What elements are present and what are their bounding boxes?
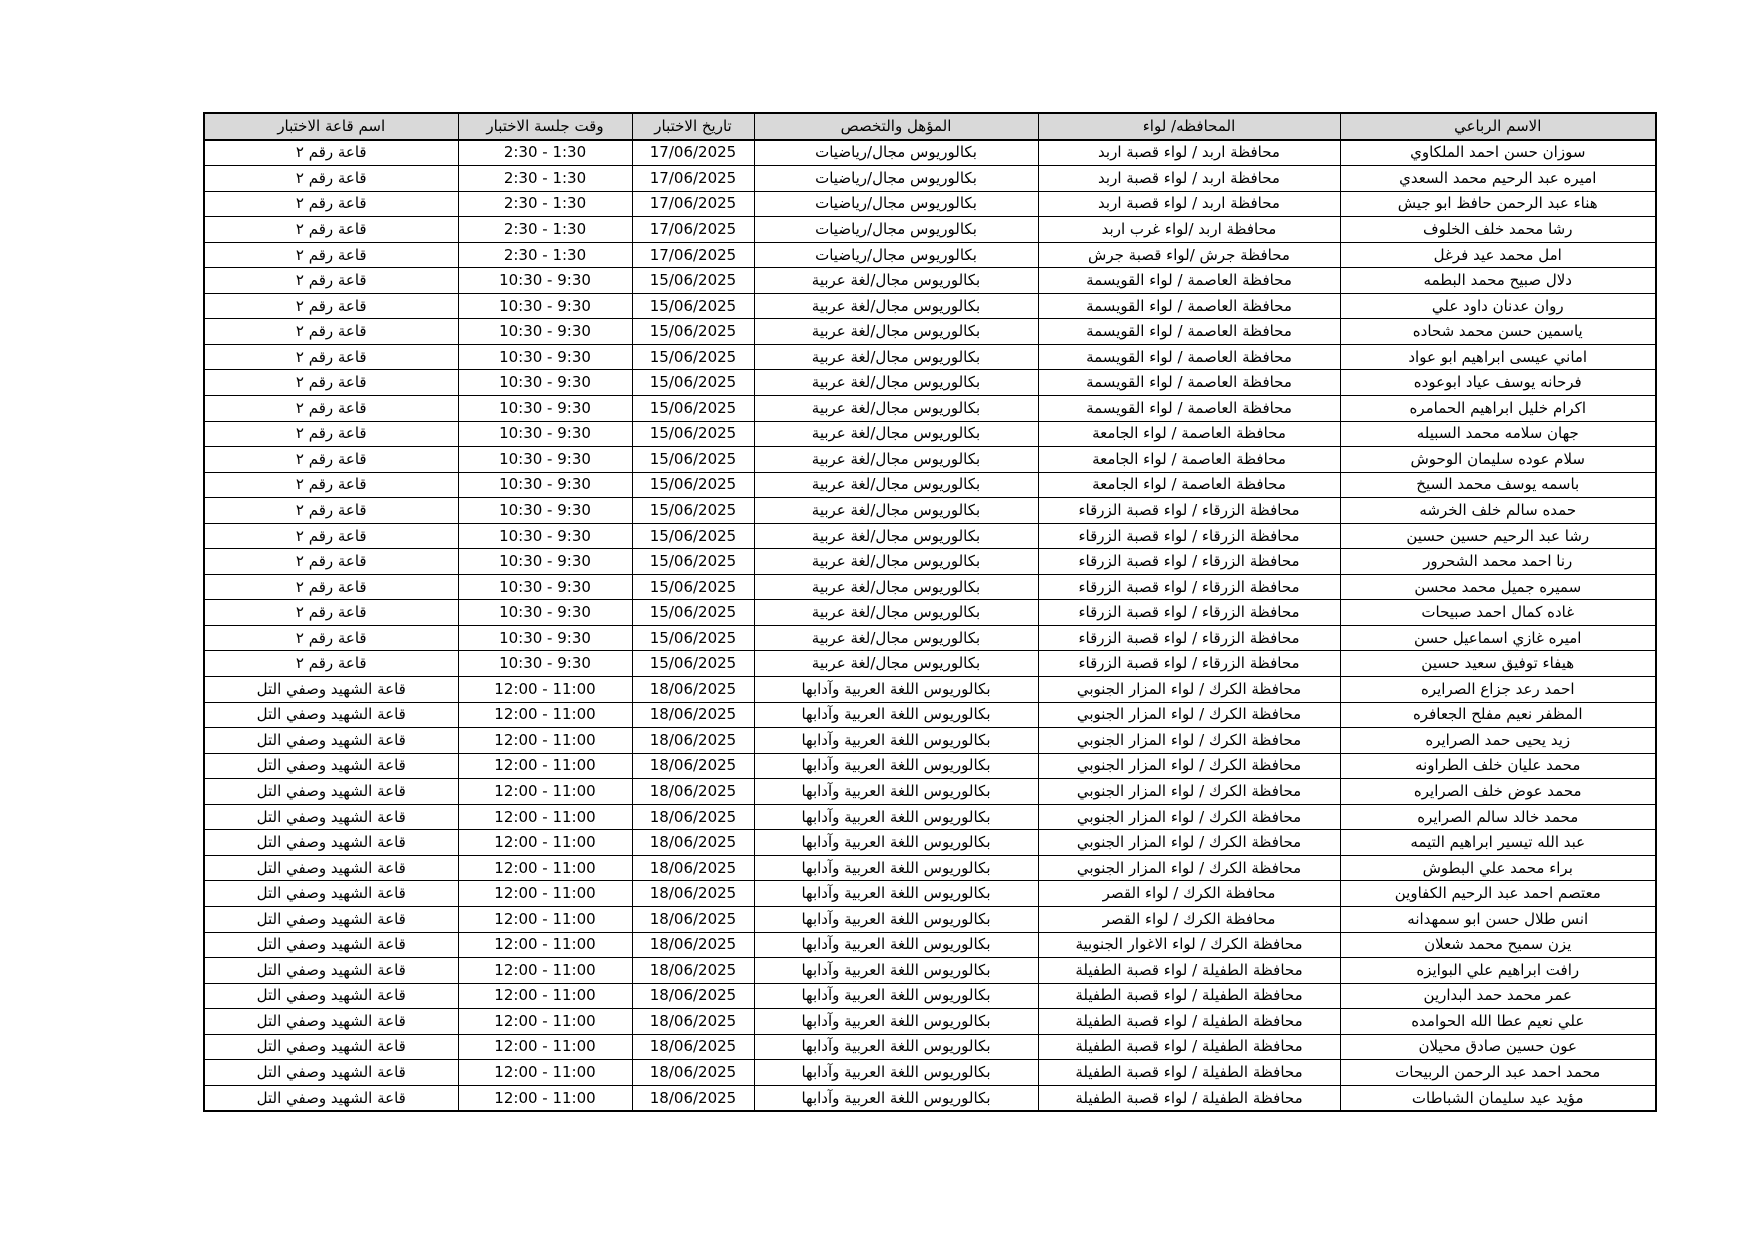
table-row — [204, 1085, 1656, 1111]
cell-qualification: بكالوريوس اللغة العربية وآدابها — [754, 804, 1038, 830]
cell-governorate: محافظة الكرك / لواء المزار الجنوبي — [1038, 677, 1340, 703]
cell-session-time: 10:30 - 9:30 — [458, 625, 632, 651]
table-row — [204, 804, 1656, 830]
exam-schedule-table — [203, 112, 1657, 1112]
cell-qualification: بكالوريوس اللغة العربية وآدابها — [754, 1034, 1038, 1060]
cell-qualification: بكالوريوس مجال/رياضيات — [754, 140, 1038, 166]
cell-governorate: محافظة الكرك / لواء المزار الجنوبي — [1038, 702, 1340, 728]
cell-qualification: بكالوريوس اللغة العربية وآدابها — [754, 1009, 1038, 1035]
cell-exam-hall: قاعة الشهيد وصفي التل — [204, 855, 458, 881]
cell-exam-date: 15/06/2025 — [632, 600, 754, 626]
table-row — [204, 319, 1656, 345]
cell-exam-date: 15/06/2025 — [632, 319, 754, 345]
cell-full-name: محمد احمد عبد الرحمن الربيحات — [1340, 1060, 1656, 1086]
cell-qualification: بكالوريوس مجال/لغة عربية — [754, 498, 1038, 524]
cell-full-name: محمد عوض خلف الصرايره — [1340, 779, 1656, 805]
cell-full-name: علي نعيم عطا الله الحوامده — [1340, 1009, 1656, 1035]
cell-exam-date: 15/06/2025 — [632, 625, 754, 651]
cell-governorate: محافظة العاصمة / لواء القويسمة — [1038, 396, 1340, 422]
cell-session-time: 10:30 - 9:30 — [458, 600, 632, 626]
cell-session-time: 2:30 - 1:30 — [458, 166, 632, 192]
cell-exam-hall: قاعة رقم ٢ — [204, 242, 458, 268]
cell-exam-hall: قاعة رقم ٢ — [204, 498, 458, 524]
cell-full-name: جهان سلامه محمد السبيله — [1340, 421, 1656, 447]
cell-full-name: اماني عيسى ابراهيم ابو عواد — [1340, 344, 1656, 370]
cell-exam-date: 15/06/2025 — [632, 396, 754, 422]
header-full-name: الاسم الرباعي — [1340, 113, 1656, 140]
table-row — [204, 344, 1656, 370]
table-row — [204, 421, 1656, 447]
cell-exam-date: 18/06/2025 — [632, 983, 754, 1009]
cell-session-time: 10:30 - 9:30 — [458, 268, 632, 294]
cell-session-time: 10:30 - 9:30 — [458, 319, 632, 345]
cell-exam-hall: قاعة رقم ٢ — [204, 140, 458, 166]
cell-qualification: بكالوريوس مجال/لغة عربية — [754, 396, 1038, 422]
cell-governorate: محافظة الطفيلة / لواء قصبة الطفيلة — [1038, 1085, 1340, 1111]
cell-exam-hall: قاعة الشهيد وصفي التل — [204, 1060, 458, 1086]
cell-session-time: 12:00 - 11:00 — [458, 804, 632, 830]
cell-session-time: 10:30 - 9:30 — [458, 549, 632, 575]
table-row — [204, 702, 1656, 728]
cell-qualification: بكالوريوس مجال/لغة عربية — [754, 447, 1038, 473]
cell-exam-date: 15/06/2025 — [632, 421, 754, 447]
cell-qualification: بكالوريوس مجال/لغة عربية — [754, 370, 1038, 396]
cell-session-time: 12:00 - 11:00 — [458, 753, 632, 779]
cell-qualification: بكالوريوس اللغة العربية وآدابها — [754, 1060, 1038, 1086]
table-row — [204, 140, 1656, 166]
table-header — [204, 113, 1656, 140]
cell-exam-date: 18/06/2025 — [632, 855, 754, 881]
cell-full-name: عبد الله تيسير ابراهيم التيمه — [1340, 830, 1656, 856]
cell-exam-date: 18/06/2025 — [632, 804, 754, 830]
cell-exam-hall: قاعة الشهيد وصفي التل — [204, 932, 458, 958]
cell-exam-date: 18/06/2025 — [632, 830, 754, 856]
table-row — [204, 191, 1656, 217]
cell-qualification: بكالوريوس اللغة العربية وآدابها — [754, 779, 1038, 805]
cell-qualification: بكالوريوس مجال/لغة عربية — [754, 549, 1038, 575]
header-exam-hall: اسم قاعة الاختبار — [204, 113, 458, 140]
cell-governorate: محافظة الزرقاء / لواء قصبة الزرقاء — [1038, 523, 1340, 549]
cell-exam-hall: قاعة الشهيد وصفي التل — [204, 702, 458, 728]
cell-session-time: 12:00 - 11:00 — [458, 830, 632, 856]
cell-exam-hall: قاعة الشهيد وصفي التل — [204, 1034, 458, 1060]
cell-session-time: 10:30 - 9:30 — [458, 421, 632, 447]
cell-governorate: محافظة الكرك / لواء المزار الجنوبي — [1038, 855, 1340, 881]
table-row — [204, 217, 1656, 243]
table-row — [204, 1060, 1656, 1086]
cell-qualification: بكالوريوس اللغة العربية وآدابها — [754, 1085, 1038, 1111]
cell-governorate: محافظة اربد / لواء قصبة اربد — [1038, 166, 1340, 192]
cell-qualification: بكالوريوس مجال/رياضيات — [754, 242, 1038, 268]
table-row — [204, 830, 1656, 856]
table-body — [204, 140, 1656, 1112]
cell-governorate: محافظة الكرك / لواء المزار الجنوبي — [1038, 830, 1340, 856]
table-row — [204, 728, 1656, 754]
cell-session-time: 12:00 - 11:00 — [458, 702, 632, 728]
header-governorate: المحافظه/ لواء — [1038, 113, 1340, 140]
cell-session-time: 12:00 - 11:00 — [458, 677, 632, 703]
cell-session-time: 12:00 - 11:00 — [458, 906, 632, 932]
cell-full-name: سلام عوده سليمان الوحوش — [1340, 447, 1656, 473]
cell-exam-hall: قاعة رقم ٢ — [204, 523, 458, 549]
cell-governorate: محافظة الزرقاء / لواء قصبة الزرقاء — [1038, 625, 1340, 651]
header-qualification: المؤهل والتخصص — [754, 113, 1038, 140]
table-row — [204, 523, 1656, 549]
table-row — [204, 753, 1656, 779]
cell-exam-date: 15/06/2025 — [632, 447, 754, 473]
cell-exam-hall: قاعة الشهيد وصفي التل — [204, 983, 458, 1009]
table-row — [204, 268, 1656, 294]
cell-session-time: 10:30 - 9:30 — [458, 498, 632, 524]
cell-governorate: محافظة العاصمة / لواء القويسمة — [1038, 268, 1340, 294]
table-row — [204, 600, 1656, 626]
cell-qualification: بكالوريوس اللغة العربية وآدابها — [754, 753, 1038, 779]
cell-exam-date: 18/06/2025 — [632, 881, 754, 907]
cell-session-time: 10:30 - 9:30 — [458, 574, 632, 600]
cell-exam-date: 17/06/2025 — [632, 191, 754, 217]
cell-session-time: 12:00 - 11:00 — [458, 1060, 632, 1086]
cell-governorate: محافظة الكرك / لواء المزار الجنوبي — [1038, 804, 1340, 830]
cell-full-name: ياسمين حسن محمد شحاده — [1340, 319, 1656, 345]
table-row — [204, 625, 1656, 651]
cell-governorate: محافظة العاصمة / لواء الجامعة — [1038, 447, 1340, 473]
cell-qualification: بكالوريوس مجال/رياضيات — [754, 191, 1038, 217]
cell-full-name: محمد خالد سالم الصرايره — [1340, 804, 1656, 830]
cell-qualification: بكالوريوس مجال/لغة عربية — [754, 293, 1038, 319]
cell-full-name: محمد عليان خلف الطراونه — [1340, 753, 1656, 779]
cell-exam-date: 18/06/2025 — [632, 958, 754, 984]
cell-qualification: بكالوريوس مجال/لغة عربية — [754, 651, 1038, 677]
cell-exam-date: 15/06/2025 — [632, 549, 754, 575]
cell-exam-hall: قاعة الشهيد وصفي التل — [204, 753, 458, 779]
table-row — [204, 549, 1656, 575]
cell-full-name: غاده كمال احمد صبيحات — [1340, 600, 1656, 626]
cell-qualification: بكالوريوس اللغة العربية وآدابها — [754, 855, 1038, 881]
cell-qualification: بكالوريوس مجال/لغة عربية — [754, 574, 1038, 600]
cell-exam-hall: قاعة رقم ٢ — [204, 191, 458, 217]
cell-exam-hall: قاعة الشهيد وصفي التل — [204, 779, 458, 805]
table-row — [204, 906, 1656, 932]
cell-exam-hall: قاعة رقم ٢ — [204, 268, 458, 294]
cell-full-name: معتصم احمد عبد الرحيم الكفاوين — [1340, 881, 1656, 907]
table-row — [204, 396, 1656, 422]
cell-session-time: 12:00 - 11:00 — [458, 1034, 632, 1060]
cell-full-name: احمد رعد جزاع الصرايره — [1340, 677, 1656, 703]
table-row — [204, 1034, 1656, 1060]
cell-exam-hall: قاعة رقم ٢ — [204, 574, 458, 600]
cell-exam-date: 18/06/2025 — [632, 1009, 754, 1035]
cell-session-time: 12:00 - 11:00 — [458, 779, 632, 805]
cell-exam-hall: قاعة رقم ٢ — [204, 447, 458, 473]
cell-qualification: بكالوريوس اللغة العربية وآدابها — [754, 830, 1038, 856]
header-row — [204, 113, 1656, 140]
cell-exam-hall: قاعة رقم ٢ — [204, 651, 458, 677]
cell-governorate: محافظة الكرك / لواء المزار الجنوبي — [1038, 779, 1340, 805]
table-row — [204, 983, 1656, 1009]
cell-exam-hall: قاعة رقم ٢ — [204, 421, 458, 447]
cell-full-name: رنا احمد محمد الشحرور — [1340, 549, 1656, 575]
table-row — [204, 370, 1656, 396]
cell-exam-date: 18/06/2025 — [632, 1034, 754, 1060]
cell-full-name: براء محمد علي البطوش — [1340, 855, 1656, 881]
cell-exam-hall: قاعة رقم ٢ — [204, 293, 458, 319]
cell-full-name: اكرام خليل ابراهيم الحمامره — [1340, 396, 1656, 422]
cell-qualification: بكالوريوس اللغة العربية وآدابها — [754, 983, 1038, 1009]
cell-governorate: محافظة العاصمة / لواء القويسمة — [1038, 370, 1340, 396]
cell-session-time: 10:30 - 9:30 — [458, 472, 632, 498]
cell-exam-hall: قاعة الشهيد وصفي التل — [204, 804, 458, 830]
cell-exam-hall: قاعة الشهيد وصفي التل — [204, 677, 458, 703]
cell-session-time: 10:30 - 9:30 — [458, 396, 632, 422]
cell-full-name: فرحانه يوسف عياد ابوعوده — [1340, 370, 1656, 396]
cell-governorate: محافظة العاصمة / لواء القويسمة — [1038, 344, 1340, 370]
cell-exam-hall: قاعة رقم ٢ — [204, 370, 458, 396]
cell-qualification: بكالوريوس اللغة العربية وآدابها — [754, 881, 1038, 907]
cell-session-time: 10:30 - 9:30 — [458, 344, 632, 370]
cell-qualification: بكالوريوس مجال/لغة عربية — [754, 625, 1038, 651]
cell-session-time: 10:30 - 9:30 — [458, 447, 632, 473]
cell-governorate: محافظة اربد / لواء قصبة اربد — [1038, 191, 1340, 217]
cell-governorate: محافظة الطفيلة / لواء قصبة الطفيلة — [1038, 1034, 1340, 1060]
cell-qualification: بكالوريوس مجال/رياضيات — [754, 166, 1038, 192]
cell-session-time: 2:30 - 1:30 — [458, 242, 632, 268]
cell-governorate: محافظة الكرك / لواء القصر — [1038, 881, 1340, 907]
cell-session-time: 12:00 - 11:00 — [458, 728, 632, 754]
cell-session-time: 10:30 - 9:30 — [458, 370, 632, 396]
cell-full-name: المظفر نعيم مفلح الجعافره — [1340, 702, 1656, 728]
cell-qualification: بكالوريوس اللغة العربية وآدابها — [754, 677, 1038, 703]
cell-exam-hall: قاعة الشهيد وصفي التل — [204, 906, 458, 932]
cell-exam-hall: قاعة رقم ٢ — [204, 625, 458, 651]
cell-exam-date: 15/06/2025 — [632, 370, 754, 396]
table-row — [204, 958, 1656, 984]
cell-exam-hall: قاعة الشهيد وصفي التل — [204, 1009, 458, 1035]
cell-session-time: 10:30 - 9:30 — [458, 293, 632, 319]
cell-governorate: محافظة الطفيلة / لواء قصبة الطفيلة — [1038, 1009, 1340, 1035]
cell-full-name: عمر محمد حمد البدارين — [1340, 983, 1656, 1009]
cell-qualification: بكالوريوس اللغة العربية وآدابها — [754, 906, 1038, 932]
cell-exam-hall: قاعة رقم ٢ — [204, 472, 458, 498]
table-row — [204, 881, 1656, 907]
cell-exam-date: 17/06/2025 — [632, 242, 754, 268]
cell-qualification: بكالوريوس اللغة العربية وآدابها — [754, 702, 1038, 728]
cell-governorate: محافظة الزرقاء / لواء قصبة الزرقاء — [1038, 498, 1340, 524]
cell-governorate: محافظة العاصمة / لواء القويسمة — [1038, 319, 1340, 345]
cell-exam-date: 18/06/2025 — [632, 932, 754, 958]
cell-governorate: محافظة اربد /لواء غرب اربد — [1038, 217, 1340, 243]
cell-full-name: سوزان حسن احمد الملكاوي — [1340, 140, 1656, 166]
cell-exam-date: 18/06/2025 — [632, 677, 754, 703]
cell-exam-hall: قاعة رقم ٢ — [204, 166, 458, 192]
table-row — [204, 1009, 1656, 1035]
cell-qualification: بكالوريوس مجال/لغة عربية — [754, 523, 1038, 549]
cell-exam-hall: قاعة الشهيد وصفي التل — [204, 830, 458, 856]
cell-exam-date: 17/06/2025 — [632, 166, 754, 192]
table-row — [204, 855, 1656, 881]
cell-session-time: 2:30 - 1:30 — [458, 140, 632, 166]
cell-exam-hall: قاعة الشهيد وصفي التل — [204, 881, 458, 907]
cell-full-name: رشا عبد الرحيم حسين حسين — [1340, 523, 1656, 549]
cell-full-name: روان عدنان داود علي — [1340, 293, 1656, 319]
cell-exam-date: 18/06/2025 — [632, 906, 754, 932]
header-exam-date: تاريخ الاختبار — [632, 113, 754, 140]
cell-exam-hall: قاعة رقم ٢ — [204, 319, 458, 345]
cell-exam-date: 18/06/2025 — [632, 702, 754, 728]
cell-qualification: بكالوريوس مجال/لغة عربية — [754, 421, 1038, 447]
cell-exam-date: 15/06/2025 — [632, 293, 754, 319]
cell-exam-hall: قاعة رقم ٢ — [204, 217, 458, 243]
cell-session-time: 12:00 - 11:00 — [458, 855, 632, 881]
table-row — [204, 779, 1656, 805]
cell-exam-date: 18/06/2025 — [632, 779, 754, 805]
cell-governorate: محافظة الطفيلة / لواء قصبة الطفيلة — [1038, 958, 1340, 984]
cell-governorate: محافظة اربد / لواء قصبة اربد — [1038, 140, 1340, 166]
cell-exam-date: 15/06/2025 — [632, 523, 754, 549]
table-row — [204, 472, 1656, 498]
cell-full-name: عون حسين صادق محيلان — [1340, 1034, 1656, 1060]
cell-exam-date: 17/06/2025 — [632, 217, 754, 243]
cell-qualification: بكالوريوس اللغة العربية وآدابها — [754, 932, 1038, 958]
cell-exam-date: 18/06/2025 — [632, 728, 754, 754]
cell-session-time: 2:30 - 1:30 — [458, 191, 632, 217]
cell-session-time: 12:00 - 11:00 — [458, 1085, 632, 1111]
table-row — [204, 447, 1656, 473]
cell-qualification: بكالوريوس مجال/لغة عربية — [754, 600, 1038, 626]
cell-governorate: محافظة الكرك / لواء المزار الجنوبي — [1038, 728, 1340, 754]
cell-governorate: محافظة الزرقاء / لواء قصبة الزرقاء — [1038, 549, 1340, 575]
cell-full-name: هناء عبد الرحمن حافظ ابو جيش — [1340, 191, 1656, 217]
table-row — [204, 498, 1656, 524]
cell-exam-date: 18/06/2025 — [632, 753, 754, 779]
cell-qualification: بكالوريوس اللغة العربية وآدابها — [754, 728, 1038, 754]
cell-exam-hall: قاعة الشهيد وصفي التل — [204, 728, 458, 754]
cell-governorate: محافظة الكرك / لواء الاغوار الجنوبية — [1038, 932, 1340, 958]
cell-governorate: محافظة العاصمة / لواء الجامعة — [1038, 472, 1340, 498]
cell-session-time: 12:00 - 11:00 — [458, 958, 632, 984]
cell-full-name: اميره عبد الرحيم محمد السعدي — [1340, 166, 1656, 192]
cell-exam-hall: قاعة الشهيد وصفي التل — [204, 1085, 458, 1111]
cell-exam-date: 17/06/2025 — [632, 140, 754, 166]
cell-exam-hall: قاعة رقم ٢ — [204, 549, 458, 575]
table-row — [204, 293, 1656, 319]
cell-full-name: سميره جميل محمد محسن — [1340, 574, 1656, 600]
cell-governorate: محافظة الطفيلة / لواء قصبة الطفيلة — [1038, 983, 1340, 1009]
table-row — [204, 677, 1656, 703]
table-row — [204, 166, 1656, 192]
cell-qualification: بكالوريوس مجال/لغة عربية — [754, 344, 1038, 370]
cell-session-time: 12:00 - 11:00 — [458, 881, 632, 907]
cell-full-name: باسمه يوسف محمد السيخ — [1340, 472, 1656, 498]
cell-governorate: محافظة الكرك / لواء القصر — [1038, 906, 1340, 932]
cell-session-time: 12:00 - 11:00 — [458, 983, 632, 1009]
cell-full-name: حمده سالم خلف الخرشه — [1340, 498, 1656, 524]
table-row — [204, 242, 1656, 268]
cell-exam-date: 15/06/2025 — [632, 651, 754, 677]
cell-full-name: يزن سميح محمد شعلان — [1340, 932, 1656, 958]
cell-session-time: 12:00 - 11:00 — [458, 1009, 632, 1035]
cell-full-name: اميره غازي اسماعيل حسن — [1340, 625, 1656, 651]
cell-exam-date: 15/06/2025 — [632, 574, 754, 600]
cell-qualification: بكالوريوس مجال/لغة عربية — [754, 472, 1038, 498]
cell-full-name: مؤيد عيد سليمان الشباطات — [1340, 1085, 1656, 1111]
cell-governorate: محافظة الزرقاء / لواء قصبة الزرقاء — [1038, 600, 1340, 626]
cell-exam-hall: قاعة رقم ٢ — [204, 600, 458, 626]
cell-governorate: محافظة الزرقاء / لواء قصبة الزرقاء — [1038, 651, 1340, 677]
cell-full-name: هيفاء توفيق سعيد حسين — [1340, 651, 1656, 677]
cell-full-name: رشا محمد خلف الخلوف — [1340, 217, 1656, 243]
cell-exam-date: 18/06/2025 — [632, 1085, 754, 1111]
cell-exam-date: 15/06/2025 — [632, 344, 754, 370]
cell-exam-hall: قاعة رقم ٢ — [204, 344, 458, 370]
cell-full-name: رافت ابراهيم علي البوايزه — [1340, 958, 1656, 984]
cell-governorate: محافظة الزرقاء / لواء قصبة الزرقاء — [1038, 574, 1340, 600]
cell-full-name: امل محمد عيد فرغل — [1340, 242, 1656, 268]
cell-full-name: دلال صبيح محمد البطمه — [1340, 268, 1656, 294]
cell-governorate: محافظة الطفيلة / لواء قصبة الطفيلة — [1038, 1060, 1340, 1086]
cell-exam-date: 15/06/2025 — [632, 268, 754, 294]
table-row — [204, 651, 1656, 677]
cell-qualification: بكالوريوس مجال/لغة عربية — [754, 268, 1038, 294]
cell-session-time: 10:30 - 9:30 — [458, 523, 632, 549]
cell-full-name: انس طلال حسن ابو سمهدانه — [1340, 906, 1656, 932]
cell-governorate: محافظة العاصمة / لواء الجامعة — [1038, 421, 1340, 447]
header-session-time: وقت جلسة الاختبار — [458, 113, 632, 140]
cell-governorate: محافظة الكرك / لواء المزار الجنوبي — [1038, 753, 1340, 779]
cell-full-name: زيد يحيى حمد الصرايره — [1340, 728, 1656, 754]
cell-qualification: بكالوريوس مجال/رياضيات — [754, 217, 1038, 243]
cell-exam-hall: قاعة الشهيد وصفي التل — [204, 958, 458, 984]
cell-governorate: محافظة العاصمة / لواء القويسمة — [1038, 293, 1340, 319]
cell-session-time: 12:00 - 11:00 — [458, 932, 632, 958]
cell-governorate: محافظة جرش /لواء قصبة جرش — [1038, 242, 1340, 268]
cell-exam-hall: قاعة رقم ٢ — [204, 396, 458, 422]
cell-session-time: 10:30 - 9:30 — [458, 651, 632, 677]
cell-session-time: 2:30 - 1:30 — [458, 217, 632, 243]
cell-qualification: بكالوريوس اللغة العربية وآدابها — [754, 958, 1038, 984]
cell-exam-date: 15/06/2025 — [632, 498, 754, 524]
cell-qualification: بكالوريوس مجال/لغة عربية — [754, 319, 1038, 345]
cell-exam-date: 15/06/2025 — [632, 472, 754, 498]
cell-exam-date: 18/06/2025 — [632, 1060, 754, 1086]
table-row — [204, 932, 1656, 958]
table-row — [204, 574, 1656, 600]
